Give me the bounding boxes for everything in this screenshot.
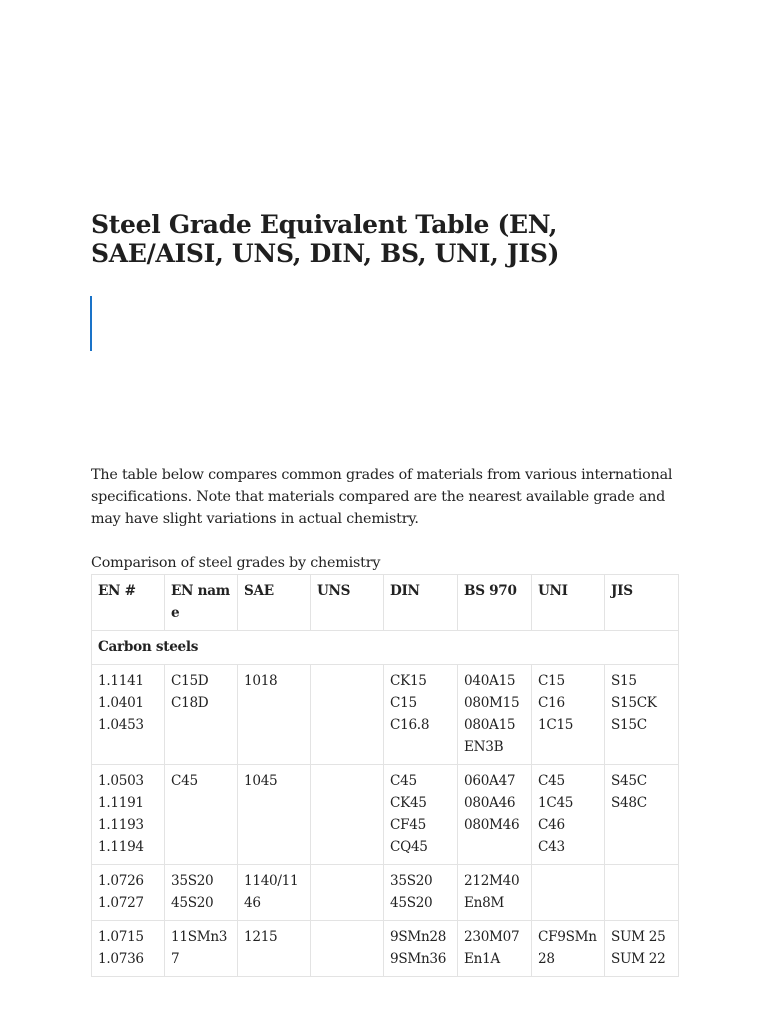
cell-value: 9SMn28	[390, 929, 447, 945]
steel-grade-table	[91, 574, 679, 977]
cell-value: S15C	[611, 717, 647, 733]
cell-value: 040A15	[464, 673, 516, 689]
cell-en-name	[165, 921, 238, 977]
cell-uni	[532, 921, 605, 977]
section-row	[92, 631, 679, 665]
cell-din	[384, 921, 458, 977]
cell-value: 1.0715	[98, 929, 144, 945]
table-caption: Comparison of steel grades by chemistry	[91, 555, 381, 571]
cell-value: S15	[611, 673, 637, 689]
cell-value: 080M46	[464, 817, 520, 833]
cell-en-no	[92, 765, 165, 865]
cell-value: CK15	[390, 673, 427, 689]
cell-value: C16	[538, 695, 565, 711]
cell-value: 1C45	[538, 795, 574, 811]
cell-uni	[532, 665, 605, 765]
cell-value: C45	[390, 773, 417, 789]
cell-value: 9SMn36	[390, 951, 447, 967]
cell-jis	[605, 865, 679, 921]
cell-value: C15	[390, 695, 417, 711]
cell-en-name	[165, 765, 238, 865]
cell-value: 45S20	[390, 895, 433, 911]
cell-uni	[532, 865, 605, 921]
table-row	[92, 665, 679, 765]
cell-value: 1C15	[538, 717, 574, 733]
cell-uns	[311, 765, 384, 865]
cell-sae	[238, 665, 311, 765]
cell-value: C43	[538, 839, 565, 855]
cell-value: C45	[538, 773, 565, 789]
cell-value: C18D	[171, 695, 209, 711]
cell-jis	[605, 765, 679, 865]
header-uni: UNI	[532, 575, 605, 631]
cell-value: 080M15	[464, 695, 520, 711]
accent-bar	[90, 296, 92, 351]
cell-sae	[238, 921, 311, 977]
cell-value: 1018	[244, 673, 278, 689]
header-jis: JIS	[605, 575, 679, 631]
cell-bs970	[458, 865, 532, 921]
cell-din	[384, 665, 458, 765]
cell-din	[384, 865, 458, 921]
cell-uni	[532, 765, 605, 865]
cell-jis	[605, 665, 679, 765]
cell-uns	[311, 865, 384, 921]
cell-value: 1.1193	[98, 817, 144, 833]
cell-en-no	[92, 665, 165, 765]
cell-en-name	[165, 865, 238, 921]
cell-value: 11SMn37	[171, 929, 228, 967]
cell-value: 1215	[244, 929, 278, 945]
cell-value: 1.0736	[98, 951, 144, 967]
cell-value: 1.0727	[98, 895, 144, 911]
cell-value: CF45	[390, 817, 426, 833]
cell-value: CF9SMn28	[538, 929, 597, 967]
cell-din	[384, 765, 458, 865]
cell-value: 1.0726	[98, 873, 144, 889]
cell-value: C16.8	[390, 717, 430, 733]
cell-value: 1140/1146	[244, 873, 299, 911]
cell-bs970	[458, 921, 532, 977]
cell-value: S45C	[611, 773, 647, 789]
cell-value: 1.0453	[98, 717, 144, 733]
table-header-row	[92, 575, 679, 631]
cell-value: EN3B	[464, 739, 504, 755]
cell-sae	[238, 865, 311, 921]
cell-en-name	[165, 665, 238, 765]
cell-value: 080A15	[464, 717, 516, 733]
cell-sae	[238, 765, 311, 865]
header-sae: SAE	[238, 575, 311, 631]
cell-value: 35S20	[390, 873, 433, 889]
header-en-number: EN #	[92, 575, 165, 631]
cell-value: SUM 25	[611, 929, 666, 945]
cell-value: 1.1141	[98, 673, 144, 689]
intro-paragraph: The table below compares common grades of materials from various international specifications. Note that materials compared are the nearest available grade and may have slight variations in actual chemistry.	[91, 467, 673, 527]
cell-value: C46	[538, 817, 565, 833]
cell-value: CQ45	[390, 839, 428, 855]
cell-value: 060A47	[464, 773, 516, 789]
cell-value: SUM 22	[611, 951, 666, 967]
cell-value: S15CK	[611, 695, 657, 711]
cell-value: 080A46	[464, 795, 516, 811]
header-uns: UNS	[311, 575, 384, 631]
cell-value: 35S20	[171, 873, 214, 889]
cell-value: 1.0503	[98, 773, 144, 789]
cell-en-no	[92, 921, 165, 977]
cell-value: 212M40	[464, 873, 520, 889]
cell-value: 1045	[244, 773, 278, 789]
cell-value: 1.1194	[98, 839, 144, 855]
cell-value: En8M	[464, 895, 505, 911]
cell-bs970	[458, 765, 532, 865]
cell-en-no	[92, 865, 165, 921]
cell-uns	[311, 665, 384, 765]
cell-value: 230M07	[464, 929, 520, 945]
header-en-name: EN name	[165, 575, 238, 631]
cell-value: C15D	[171, 673, 209, 689]
table-row	[92, 865, 679, 921]
header-bs970: BS 970	[458, 575, 532, 631]
cell-value: 1.1191	[98, 795, 144, 811]
page-title: Steel Grade Equivalent Table (EN, SAE/AISI, UNS, DIN, BS, UNI, JIS)	[91, 210, 560, 268]
header-din: DIN	[384, 575, 458, 631]
cell-uns	[311, 921, 384, 977]
table-row	[92, 765, 679, 865]
table-row	[92, 921, 679, 977]
cell-bs970	[458, 665, 532, 765]
cell-value: 1.0401	[98, 695, 144, 711]
cell-value: CK45	[390, 795, 427, 811]
cell-value: S48C	[611, 795, 647, 811]
cell-value: 45S20	[171, 895, 214, 911]
cell-value: C45	[171, 773, 198, 789]
cell-value: En1A	[464, 951, 500, 967]
cell-value: C15	[538, 673, 565, 689]
section-label: Carbon steels	[92, 631, 679, 665]
cell-jis	[605, 921, 679, 977]
